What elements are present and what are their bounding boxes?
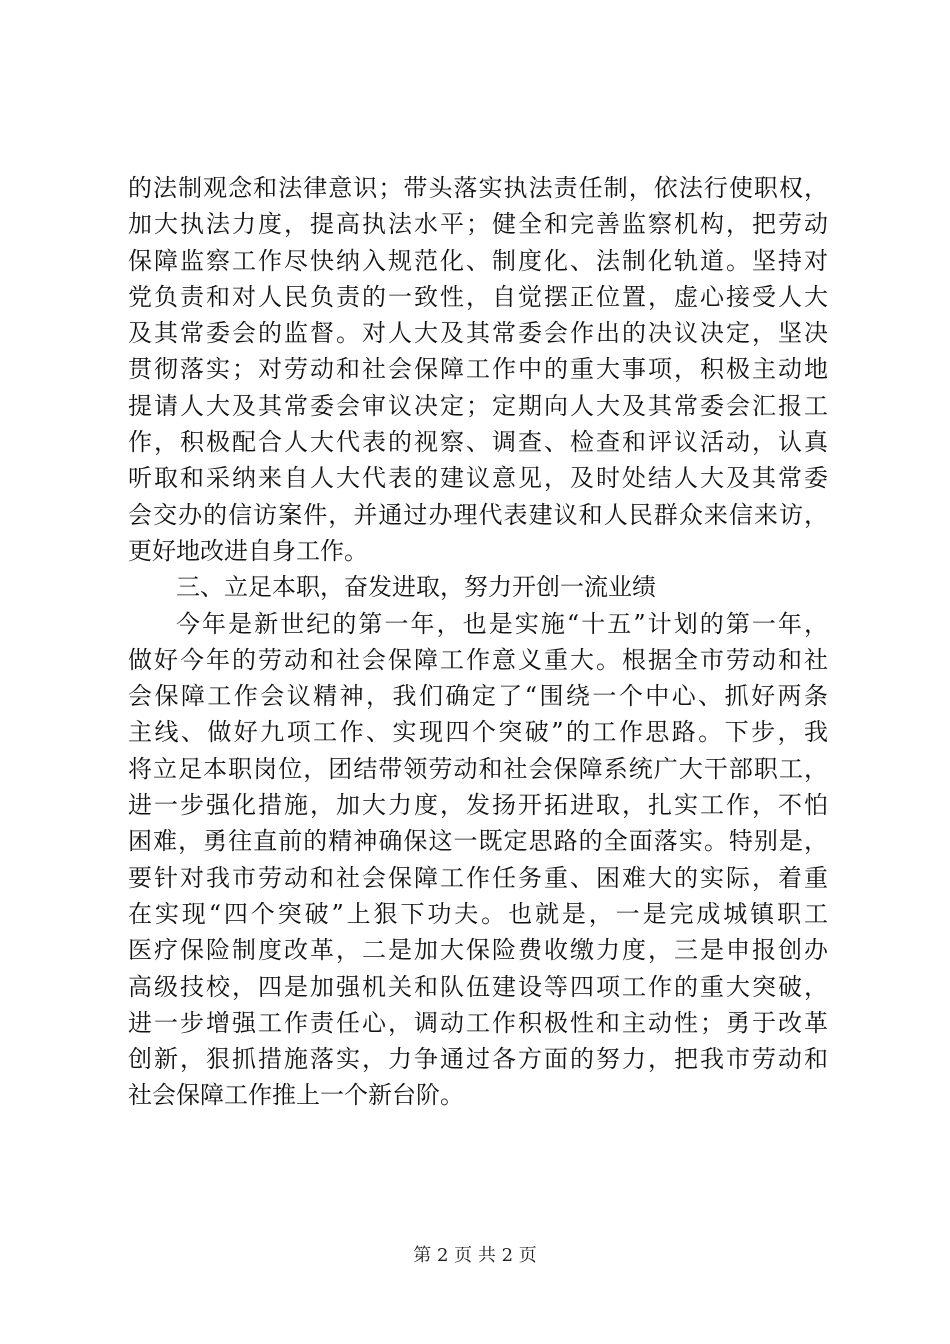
text-line: 提请人大及其常委会审议决定；定期向人大及其常委会汇报工	[128, 391, 828, 420]
text-line: 今年是新世纪的第一年，也是实施“十五”计划的第一年，	[176, 609, 828, 638]
text-line: 贯彻落实；对劳动和社会保障工作中的重大事项，积极主动地	[128, 355, 828, 384]
text-line: 加大执法力度，提高执法水平；健全和完善监察机构，把劳动	[128, 210, 828, 239]
text-line: 要针对我市劳动和社会保障工作任务重、困难大的实际，着重	[128, 863, 828, 892]
section-heading: 三、立足本职，奋发进取，努力开创一流业绩	[176, 573, 656, 602]
text-line: 创新，狠抓措施落实，力争通过各方面的努力，把我市劳动和	[128, 1045, 828, 1074]
text-line: 更好地改进自身工作。	[128, 536, 368, 565]
text-line: 社会保障工作推上一个新台阶。	[128, 1081, 464, 1110]
text-line: 党负责和对人民负责的一致性，自觉摆正位置，虚心接受人大	[128, 282, 828, 311]
text-line: 进一步增强工作责任心，调动工作积极性和主动性；勇于改革	[128, 1008, 828, 1037]
text-line: 进一步强化措施，加大力度，发扬开拓进取，扎实工作，不怕	[128, 791, 828, 820]
text-line: 听取和采纳来自人大代表的建议意见，及时处结人大及其常委	[128, 464, 828, 493]
text-line: 医疗保险制度改革，二是加大保险费收缴力度，三是申报创办	[128, 936, 828, 965]
text-line: 会交办的信访案件，并通过办理代表建议和人民群众来信来访，	[128, 500, 828, 529]
text-line: 做好今年的劳动和社会保障工作意义重大。根据全市劳动和社	[128, 645, 828, 674]
text-line: 困难，勇往直前的精神确保这一既定思路的全面落实。特别是，	[128, 827, 828, 856]
text-line: 会保障工作会议精神，我们确定了“围绕一个中心、抓好两条	[128, 682, 828, 711]
text-line: 将立足本职岗位，团结带领劳动和社会保障系统广大干部职工，	[128, 754, 828, 783]
text-line: 在实现“四个突破”上狠下功夫。也就是，一是完成城镇职工	[128, 899, 828, 928]
text-line: 高级技校，四是加强机关和队伍建设等四项工作的重大突破，	[128, 972, 828, 1001]
text-line: 作，积极配合人大代表的视察、调查、检查和评议活动，认真	[128, 428, 828, 457]
text-line: 及其常委会的监督。对人大及其常委会作出的决议决定，坚决	[128, 319, 828, 348]
text-line: 保障监察工作尽快纳入规范化、制度化、法制化轨道。坚持对	[128, 246, 828, 275]
document-body	[128, 170, 828, 1114]
text-line: 主线、做好九项工作、实现四个突破”的工作思路。下步，我	[128, 718, 828, 747]
page-footer: 第 2 页 共 2 页	[413, 1245, 537, 1266]
text-line: 的法制观念和法律意识；带头落实执法责任制，依法行使职权，	[128, 174, 828, 202]
